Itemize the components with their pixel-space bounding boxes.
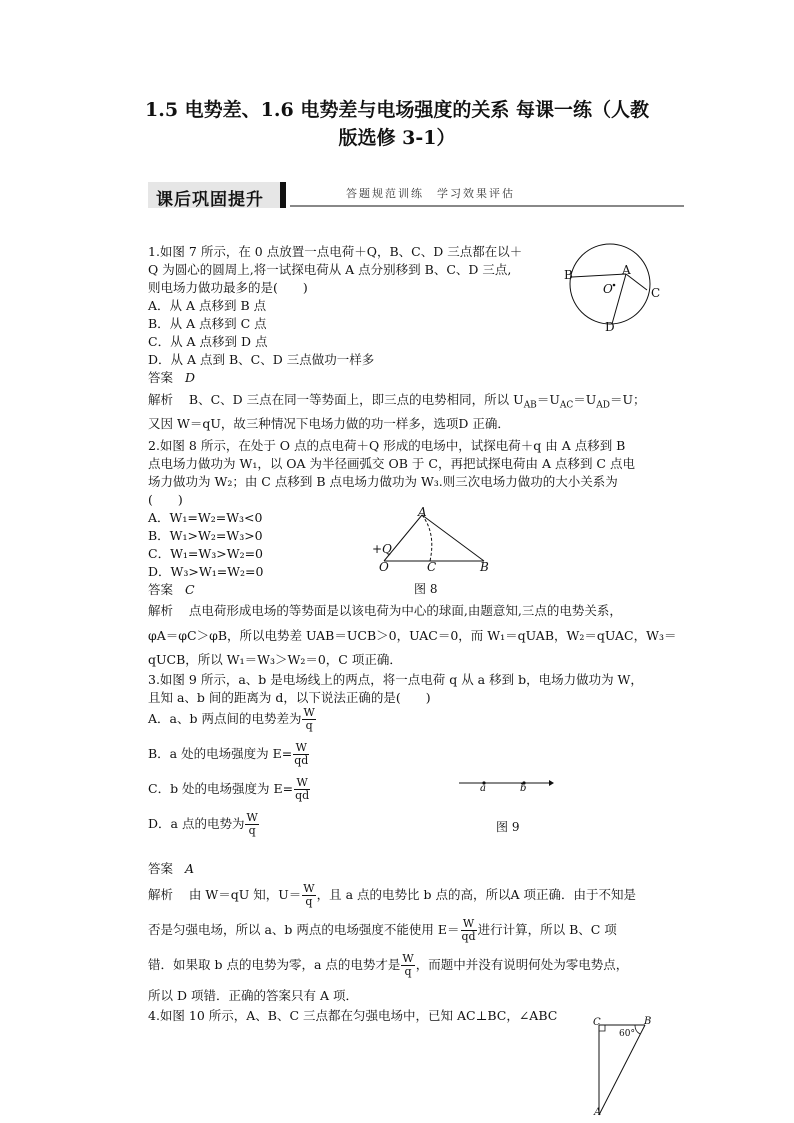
fig8-caption: 图 8 [414, 582, 438, 596]
explanation-text: 由 W＝qU 知，U＝ [188, 887, 302, 902]
fig8-label-q: +Q [372, 542, 392, 556]
answer-value: C [184, 582, 195, 597]
q1-option-d: D．从 A 点到 B、C、D 三点做功一样多 [148, 352, 375, 367]
fig10-label-a: A [594, 1107, 602, 1118]
q3-explanation-2 [148, 918, 617, 943]
fraction: $\frac{W}{q}$ [303, 706, 315, 732]
title-line-2: 版选修 3-1） [338, 127, 456, 149]
answer-label: 答案 [148, 370, 174, 385]
q3-explanation-4: 所以 D 项错．正确的答案只有 A 项． [148, 988, 358, 1003]
q2-line-4: ( ) [148, 492, 183, 507]
explanation-label: 解析 [148, 887, 174, 902]
fraction: $\frac{W}{qd}$ [294, 741, 309, 767]
banner-title: 课后巩固提升 [156, 190, 264, 210]
explanation-label: 解析 [148, 603, 174, 618]
fig7-label-b: B [564, 268, 573, 282]
q2-explanation-1 [148, 602, 622, 620]
q1-explanation-2: 又因 W＝qU，故三种情况下电场力做的功一样多，选项D 正确． [148, 416, 510, 431]
explanation-text: 错．如果取 b 点的电势为零，a 点的电势才是 [148, 957, 401, 972]
answer-label: 答案 [148, 861, 174, 876]
q3-explanation-3 [148, 953, 628, 978]
q2-explanation-3: qUCB，所以 W₁＝W₃＞W₂＝0，C 项正确． [148, 652, 402, 667]
explanation-text: ＝U [536, 392, 560, 407]
banner-subtitle: 答题规范训练 学习效果评估 [346, 187, 515, 200]
fig9-caption: 图 9 [496, 820, 520, 834]
q2-answer [148, 581, 195, 599]
answer-label: 答案 [148, 582, 174, 597]
explanation-text: ＝U [573, 392, 597, 407]
fig9-label-a: a [480, 783, 486, 794]
option-text: C．b 处的电场强度为 E= [148, 781, 294, 796]
q1-line-3: 则电场力做功最多的是( ) [148, 280, 308, 295]
page-title [60, 96, 734, 152]
q1-line-1: 1.如图 7 所示，在 0 点放置一点电荷＋Q，B、C、D 三点都在以＋ [148, 244, 523, 259]
q1-option-c: C．从 A 点移到 D 点 [148, 334, 268, 349]
option-text: B．a 处的电场强度为 E= [148, 746, 293, 761]
q2-option-b: B．W₁>W₂=W₃>0 [148, 528, 263, 543]
fig10-label-b: B [644, 1016, 652, 1027]
q3-option-a [148, 707, 317, 732]
fig8-label-a: A [418, 505, 427, 519]
option-text: A．a、b 两点间的电势差为 [148, 711, 302, 726]
explanation-text: ＝U； [610, 392, 646, 407]
q1-line-2: Q 为圆心的圆周上,将一试探电荷从 A 点分别移到 B、C、D 三点, [148, 262, 512, 277]
q3-line-2: 且知 a、b 间的距离为 d，以下说法正确的是( ) [148, 690, 431, 705]
q2-line-1: 2.如图 8 所示，在处于 O 点的点电荷＋Q 形成的电场中，试探电荷＋q 由 A 点移到 B [148, 438, 626, 453]
title-line-1: 1.5 电势差、1.6 电势差与电场强度的关系 每课一练（人教 [145, 99, 649, 121]
explanation-text: B、C、D 三点在同一等势面上，即三点的电势相同，所以 U [188, 392, 524, 407]
q1-explanation-1: 解析 B、C、D 三点在同一等势面上，即三点的电势相同，所以 $U_{AB}=U_{AC}=U_{AD}=U$； [148, 392, 646, 411]
q2-option-c: C．W₁=W₃>W₂=0 [148, 546, 264, 561]
explanation-text: 点电荷形成电场的等势面是以该电荷为中心的球面,由题意知,三点的电势关系， [188, 603, 622, 618]
fig8-label-b: B [480, 560, 489, 574]
q2-option-a: A．W₁=W₂=W₃<0 [148, 510, 263, 525]
figure-9 [455, 775, 555, 795]
q1-answer [148, 369, 195, 387]
fraction: $\frac{W}{q}$ [246, 811, 258, 837]
q3-option-b [148, 742, 310, 767]
fig8-label-c: C [427, 560, 437, 574]
q3-explanation-1 [148, 883, 636, 908]
q2-line-2: 点电场力做功为 W₁，以 OA 为半径画弧交 OB 于 C，再把试探电荷由 A 点移到 C 点电 [148, 456, 635, 471]
fraction: $\frac{W}{qd}$ [461, 917, 476, 943]
q2-explanation-2: φA＝φC＞φB，所以电势差 UAB＝UCB＞0，UAC＝0，而 W₁＝qUAB，W₂＝qUAC，W₃＝ [148, 628, 677, 643]
explanation-label: 解析 [148, 392, 174, 407]
fig7-label-d: D [605, 320, 615, 334]
answer-value: A [184, 861, 194, 876]
option-text: D．a 点的电势为 [148, 816, 245, 831]
explanation-text: 否是匀强电场，所以 a、b 两点的电场强度不能使用 E＝ [148, 922, 460, 937]
q3-answer [148, 860, 194, 878]
answer-value: D [184, 370, 195, 385]
q3-option-d [148, 812, 260, 837]
explanation-text: 进行计算，所以 B、C 项 [477, 922, 617, 937]
explanation-text: ，且 a 点的电势比 b 点的高，所以A 项正确．由于不知是 [316, 887, 636, 902]
fig9-label-b: b [520, 783, 527, 794]
q4-line-1: 4.如图 10 所示，A、B、C 三点都在匀强电场中，已知 AC⊥BC，∠ABC [148, 1008, 558, 1023]
q2-option-d: D．W₃>W₁=W₂=0 [148, 564, 264, 579]
q3-option-c [148, 777, 311, 802]
fig7-label-o: O [603, 282, 613, 296]
fig7-label-a: A [622, 263, 631, 277]
fig7-label-c: C [651, 286, 661, 300]
fig10-angle-label: 60° [619, 1029, 635, 1039]
q3-line-1: 3.如图 9 所示，a、b 是电场线上的两点，将一点电荷 q 从 a 移到 b，电场力做功为 W， [148, 672, 643, 687]
fraction: $\frac{W}{q}$ [402, 952, 414, 978]
fraction: $\frac{W}{qd}$ [295, 776, 310, 802]
q1-option-a: A．从 A 点移到 B 点 [148, 298, 267, 313]
explanation-text: ，而题中并没有说明何处为零电势点， [415, 957, 629, 972]
q1-option-b: B．从 A 点移到 C 点 [148, 316, 267, 331]
fraction: $\frac{W}{q}$ [303, 882, 315, 908]
fig10-label-c: C [593, 1017, 601, 1028]
q2-line-3: 场力做功为 W₂；由 C 点移到 B 点电场力做功为 W₃.则三次电场力做功的大小关系为 [148, 474, 618, 489]
fig8-label-o: O [379, 560, 389, 574]
